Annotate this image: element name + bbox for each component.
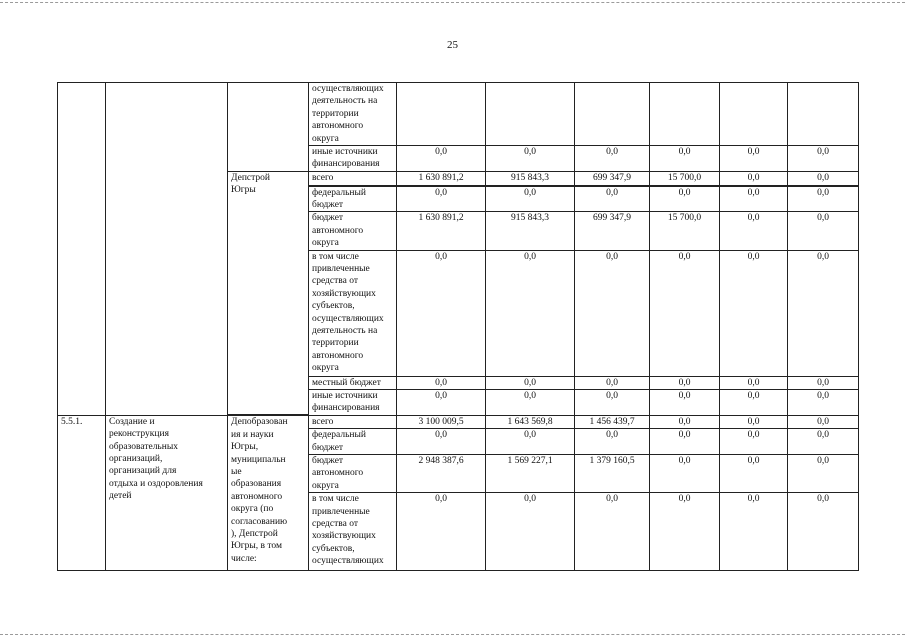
value-cell: 0,0	[788, 146, 859, 172]
value-cell: 0,0	[788, 415, 859, 428]
value-cell: 0,0	[650, 389, 720, 415]
value-cell: 0,0	[650, 429, 720, 455]
value-cell: 2 948 387,6	[397, 455, 486, 493]
item-number-cell	[58, 83, 106, 416]
value-cell: 0,0	[788, 172, 859, 186]
value-cell: 1 569 227,1	[486, 455, 575, 493]
value-cell: 915 843,3	[486, 212, 575, 250]
value-cell: 0,0	[397, 186, 486, 212]
executor-cell	[228, 83, 309, 172]
funding-source-cell: местный бюджет	[309, 376, 397, 389]
value-cell: 1 630 891,2	[397, 212, 486, 250]
item-number-cell: 5.5.1.	[58, 415, 106, 570]
value-cell: 0,0	[650, 455, 720, 493]
value-cell: 699 347,9	[575, 212, 650, 250]
value-cell: 0,0	[720, 415, 788, 428]
value-cell: 1 456 439,7	[575, 415, 650, 428]
value-cell: 1 630 891,2	[397, 172, 486, 186]
page-number: 25	[447, 39, 458, 51]
item-name-cell	[106, 83, 228, 416]
value-cell	[650, 83, 720, 146]
value-cell: 0,0	[486, 493, 575, 571]
funding-source-cell: в том числе привлеченные средства от хозяйствующих субъектов, осуществляющих	[309, 493, 397, 571]
financing-table	[57, 82, 859, 571]
value-cell: 0,0	[788, 493, 859, 571]
value-cell: 915 843,3	[486, 172, 575, 186]
value-cell: 0,0	[575, 389, 650, 415]
value-cell: 0,0	[575, 250, 650, 376]
funding-source-cell: бюджет автономного округа	[309, 212, 397, 250]
value-cell	[575, 83, 650, 146]
value-cell: 15 700,0	[650, 172, 720, 186]
value-cell: 0,0	[575, 376, 650, 389]
value-cell: 15 700,0	[650, 212, 720, 250]
value-cell: 0,0	[650, 186, 720, 212]
value-cell: 0,0	[788, 429, 859, 455]
value-cell: 0,0	[650, 493, 720, 571]
value-cell	[720, 83, 788, 146]
value-cell	[397, 83, 486, 146]
value-cell: 0,0	[397, 429, 486, 455]
value-cell: 0,0	[486, 146, 575, 172]
value-cell	[486, 83, 575, 146]
scan-bottom-edge	[0, 634, 905, 635]
value-cell: 0,0	[720, 493, 788, 571]
value-cell: 0,0	[720, 455, 788, 493]
item-name-cell: Создание и реконструкция образовательных организаций, организаций для отдыха и оздоровления детей	[106, 415, 228, 570]
funding-source-cell: иные источники финансирования	[309, 146, 397, 172]
value-cell: 0,0	[720, 429, 788, 455]
value-cell: 0,0	[650, 415, 720, 428]
value-cell: 0,0	[650, 250, 720, 376]
value-cell: 0,0	[720, 146, 788, 172]
value-cell: 0,0	[486, 250, 575, 376]
funding-source-cell: федеральный бюджет	[309, 429, 397, 455]
value-cell: 0,0	[788, 186, 859, 212]
value-cell: 0,0	[788, 389, 859, 415]
value-cell: 0,0	[788, 250, 859, 376]
value-cell: 0,0	[486, 376, 575, 389]
value-cell: 699 347,9	[575, 172, 650, 186]
value-cell: 0,0	[397, 493, 486, 571]
value-cell: 0,0	[788, 455, 859, 493]
value-cell: 0,0	[397, 146, 486, 172]
value-cell: 0,0	[720, 389, 788, 415]
funding-source-cell: всего	[309, 172, 397, 186]
value-cell: 0,0	[788, 212, 859, 250]
value-cell: 0,0	[575, 493, 650, 571]
value-cell: 0,0	[397, 250, 486, 376]
value-cell: 0,0	[575, 429, 650, 455]
executor-cell: Депобразован ия и науки Югры, муниципальн ые образования автономного округа (по согласованию ), Депстрой Югры, в том числе:	[228, 415, 309, 570]
value-cell: 0,0	[720, 172, 788, 186]
value-cell	[788, 83, 859, 146]
table-row	[58, 83, 859, 146]
funding-source-cell: иные источники финансирования	[309, 389, 397, 415]
value-cell: 0,0	[575, 146, 650, 172]
value-cell: 0,0	[720, 212, 788, 250]
value-cell: 0,0	[397, 389, 486, 415]
value-cell: 0,0	[486, 389, 575, 415]
value-cell: 0,0	[486, 186, 575, 212]
value-cell: 0,0	[720, 250, 788, 376]
table-row	[58, 415, 859, 428]
funding-source-cell: осуществляющих деятельность на территории автономного округа	[309, 83, 397, 146]
scan-top-edge	[0, 2, 905, 3]
value-cell: 0,0	[720, 376, 788, 389]
value-cell: 0,0	[575, 186, 650, 212]
value-cell: 0,0	[788, 376, 859, 389]
value-cell: 0,0	[650, 146, 720, 172]
value-cell: 0,0	[650, 376, 720, 389]
value-cell: 0,0	[397, 376, 486, 389]
funding-source-cell: в том числе привлеченные средства от хозяйствующих субъектов, осуществляющих деятельность на территории автономного округа	[309, 250, 397, 376]
value-cell: 0,0	[720, 186, 788, 212]
value-cell: 0,0	[486, 429, 575, 455]
funding-source-cell: федеральный бюджет	[309, 186, 397, 212]
value-cell: 1 643 569,8	[486, 415, 575, 428]
value-cell: 1 379 160,5	[575, 455, 650, 493]
value-cell: 3 100 009,5	[397, 415, 486, 428]
funding-source-cell: бюджет автономного округа	[309, 455, 397, 493]
funding-source-cell: всего	[309, 415, 397, 428]
executor-cell: Депстрой Югры	[228, 172, 309, 416]
table-body	[58, 83, 859, 571]
